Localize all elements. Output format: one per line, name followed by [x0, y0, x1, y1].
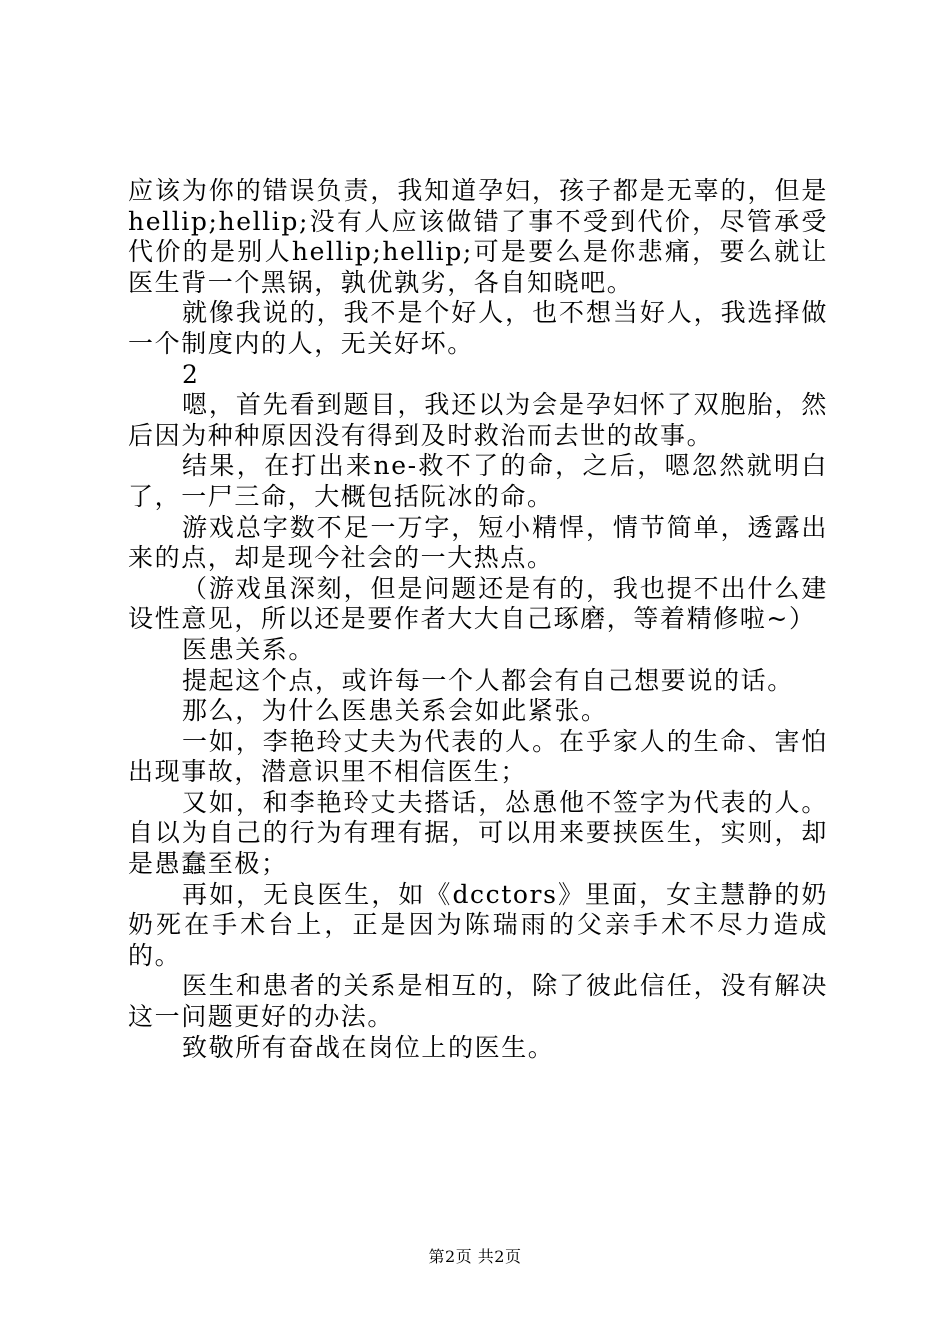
paragraph: 致敬所有奋战在岗位上的医生。: [182, 1032, 555, 1062]
paragraph: 又如，和李艳玲丈夫搭话，怂恿他不签字为代表的人。自以为自己的行为有理有据，可以用来要挟医生，实则，却是愚蠢至极；: [128, 787, 828, 879]
paragraph: 提起这个点，或许每一个人都会有自己想要说的话。: [182, 665, 794, 695]
paragraph: 医生和患者的关系是相互的，除了彼此信任，没有解决这一问题更好的办法。: [128, 971, 828, 1032]
paragraph: （游戏虽深刻，但是问题还是有的，我也提不出什么建设性意见，所以还是要作者大大自己琢磨，等着精修啦~）: [128, 573, 828, 634]
paragraph: 嗯，首先看到题目，我还以为会是孕妇怀了双胞胎，然后因为种种原因没有得到及时救治而去世的故事。: [128, 390, 828, 450]
page-footer: 第2页 共2页: [428, 1247, 522, 1266]
paragraph: 就像我说的，我不是个好人，也不想当好人，我选择做一个制度内的人，无关好坏。: [128, 298, 828, 358]
section-number: 2: [182, 359, 200, 389]
paragraph-continuation: 应该为你的错误负责，我知道孕妇，孩子都是无辜的，但是hellip;hellip;没有人应该做错了事不受到代价，尽管承受代价的是别人hellip;hellip;可是要么是你悲痛，要么就让医生背一个黑锅，孰优孰劣，各自知晓吧。: [128, 176, 828, 297]
paragraph: 医患关系。: [182, 634, 316, 664]
paragraph: 再如，无良医生，如《dcctors》里面，女主慧静的奶奶死在手术台上，正是因为陈瑞雨的父亲手术不尽力造成的。: [128, 879, 828, 970]
paragraph: 结果，在打出来ne-救不了的命，之后，嗯忽然就明白了，一尸三命，大概包括阮冰的命。: [128, 451, 828, 511]
paragraph: 那么，为什么医患关系会如此紧张。: [182, 696, 608, 726]
paragraph: 游戏总字数不足一万字，短小精悍，情节简单，透露出来的点，却是现今社会的一大热点。: [128, 512, 828, 573]
paragraph: 一如，李艳玲丈夫为代表的人。在乎家人的生命、害怕出现事故，潜意识里不相信医生；: [128, 726, 828, 787]
document-body: [128, 176, 828, 1063]
